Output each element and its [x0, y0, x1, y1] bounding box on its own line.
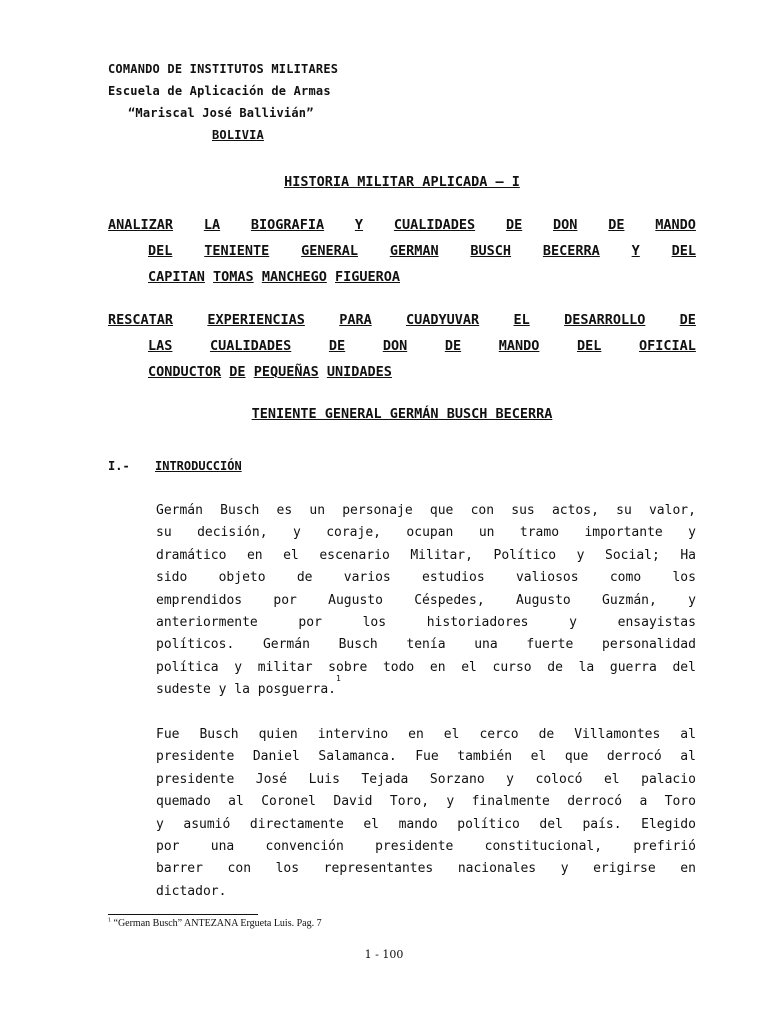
word: LA [203, 217, 221, 233]
word: DE [444, 338, 462, 354]
word: el [443, 727, 460, 742]
word: importante [584, 525, 663, 541]
word: dramático [156, 547, 227, 563]
word: RESCATAR [108, 312, 174, 328]
word: decisión, [197, 525, 268, 541]
word: escenario [319, 547, 390, 563]
word: y [506, 771, 514, 787]
page-number: 1 - 100 [364, 948, 404, 961]
footnote-text: “German Busch” ANTEZANA Ergueta Luis. Pag. 7 [113, 918, 322, 929]
word: DEL [148, 243, 173, 259]
section-heading [108, 459, 242, 473]
word: intervino [317, 727, 389, 742]
word: militar [257, 659, 313, 675]
word: los [672, 570, 696, 586]
word: BIOGRAFIA [250, 217, 325, 233]
word: DEL [671, 243, 696, 259]
word: Germán [262, 637, 310, 653]
word: GERMAN [389, 243, 439, 259]
word: BECERRA [542, 243, 600, 259]
paragraph-2-line [156, 881, 696, 903]
word: GENERAL [301, 243, 358, 259]
word: y [688, 592, 696, 608]
word: todo [382, 659, 415, 675]
word: anteriormente [156, 615, 258, 631]
word: estudios [422, 570, 485, 586]
word: como [609, 570, 642, 586]
word: quemado [156, 794, 211, 810]
word: Augusto [328, 592, 383, 608]
word: varios [343, 570, 391, 586]
paragraph-1-text: sudeste y la posguerra. [156, 682, 337, 698]
word: por [298, 615, 322, 631]
word: CAPITAN [148, 269, 205, 285]
word: actos, [551, 503, 599, 518]
word: y [292, 525, 301, 541]
word: presidente [156, 771, 235, 787]
word: presidente [156, 749, 235, 765]
word: DESARROLLO [564, 312, 646, 328]
word: DE [679, 312, 696, 328]
word: y [576, 547, 585, 563]
word: sobre [328, 659, 368, 675]
subject-title: TENIENTE GENERAL GERMÁN BUSCH BECERRA [251, 406, 553, 422]
word: MANDO [655, 217, 696, 233]
word: BUSCH [470, 243, 512, 259]
word: Villamontes [574, 727, 661, 742]
section-label: INTRODUCCIÓN [155, 459, 242, 473]
word: y [234, 659, 243, 675]
section-number: I.- [108, 459, 130, 473]
word: país. [582, 816, 622, 832]
word: Coronel [261, 794, 316, 810]
word: Busch [199, 727, 239, 742]
paragraph-2 [156, 724, 696, 903]
word: UNIDADES [326, 364, 392, 380]
word: PEQUEÑAS [253, 364, 319, 380]
word: que [564, 749, 589, 765]
word: y [688, 525, 696, 541]
word: cerco [479, 727, 519, 742]
word: PARA [339, 312, 372, 328]
word: al [228, 794, 244, 810]
footnote-divider [108, 914, 258, 915]
word: José [255, 771, 288, 787]
objective-1 [108, 212, 696, 290]
word: mando [398, 816, 438, 832]
word: OFICIAL [639, 338, 696, 354]
word: político [457, 816, 520, 832]
word: Daniel [252, 749, 300, 765]
word: convención [265, 839, 344, 855]
word: asumió [183, 816, 231, 832]
word: tenía [406, 637, 446, 653]
word: del [672, 659, 696, 675]
word: un [478, 525, 495, 541]
word: personaje [342, 503, 413, 518]
word: DON [553, 217, 578, 233]
objective-1-line [108, 212, 696, 238]
word: DE [505, 217, 523, 233]
word: una [210, 839, 235, 855]
word: representantes [323, 861, 434, 877]
school-name: Escuela de Aplicación de Armas [108, 84, 331, 98]
word: Y [631, 243, 640, 259]
word: Augusto [515, 592, 571, 608]
word: los [362, 615, 387, 631]
word: sido [156, 570, 188, 586]
school-patron: “Mariscal José Ballivián” [128, 106, 314, 120]
word: personalidad [602, 637, 696, 653]
word: en [246, 547, 263, 563]
word: una [474, 637, 498, 653]
word: guerra [609, 659, 657, 675]
paragraph-2-line [156, 814, 696, 836]
word: Fue [156, 727, 180, 742]
word: CUALIDADES [210, 338, 292, 354]
word: MANDO [498, 338, 540, 354]
paragraph-1-line [156, 522, 696, 544]
word: y [156, 816, 164, 832]
paragraph-2-line [156, 836, 696, 858]
paragraph-1-line [156, 657, 696, 679]
word: Toro [664, 794, 696, 810]
word: tramo [519, 525, 560, 541]
word: Toro, [389, 794, 430, 810]
word: MANCHEGO [261, 269, 327, 285]
word: CONDUCTOR [148, 364, 222, 380]
objective-2-line [108, 333, 696, 359]
word: prefirió [633, 839, 696, 855]
course-title: HISTORIA MILITAR APLICADA – I [284, 174, 520, 190]
word: en [408, 727, 424, 742]
word: ANALIZAR [108, 217, 174, 233]
word: EXPERIENCIAS [207, 312, 305, 328]
word: Político [493, 547, 557, 563]
word: de [547, 659, 563, 675]
paragraph-2-line [156, 858, 696, 880]
word: constitucional, [484, 839, 603, 855]
word: Fue [415, 749, 439, 765]
word: Tejada [361, 771, 409, 787]
word: un [309, 503, 326, 518]
word: en [680, 861, 696, 877]
objective-2-line [108, 359, 696, 385]
word: Social; [605, 547, 660, 563]
paragraph-1-last-line [156, 674, 696, 701]
word: es [276, 503, 293, 518]
word: presidente [375, 839, 454, 855]
word: Céspedes, [414, 592, 485, 608]
word: Salamanca. [318, 749, 397, 765]
word: también [457, 749, 513, 765]
word: el [363, 816, 380, 832]
word: y [446, 794, 455, 810]
word: de [296, 570, 313, 586]
word: CUADYUVAR [406, 312, 480, 328]
word: derrocó [567, 794, 623, 810]
word: CUALIDADES [393, 217, 476, 233]
objective-1-line [108, 264, 696, 290]
word: Ha [680, 547, 696, 563]
word: Busch [338, 637, 378, 653]
footnote [108, 918, 322, 929]
word: el [603, 771, 620, 787]
word: por [156, 839, 180, 855]
word: erigirse [593, 861, 656, 877]
word: finalmente [471, 794, 550, 810]
objective-2 [108, 307, 696, 385]
word: los [275, 861, 300, 877]
word: Sorzano [429, 771, 485, 787]
word: que [429, 503, 454, 518]
word: colocó [535, 771, 583, 787]
word: directamente [249, 816, 344, 832]
word: palacio [641, 771, 696, 787]
word: por [273, 592, 297, 608]
paragraph-1-line [156, 634, 696, 656]
word: en [429, 659, 446, 675]
word: valor, [648, 503, 696, 518]
paragraph-1-line [156, 567, 696, 589]
paragraph-2-line [156, 791, 696, 813]
paragraph-2-line [156, 769, 696, 791]
word: políticos. [156, 637, 235, 653]
word: el [283, 547, 299, 563]
word: Y [354, 217, 364, 233]
word: LAS [148, 338, 173, 354]
word: TENIENTE [204, 243, 270, 259]
word: nacionales [457, 861, 537, 877]
word: Guzmán, [602, 592, 657, 608]
word: con [470, 503, 495, 518]
footnote-marker: 1 [108, 917, 111, 924]
word: coraje, [326, 525, 381, 541]
word: valiosos [515, 570, 579, 586]
word: curso [492, 659, 532, 675]
word: DE [328, 338, 346, 354]
word: Busch [220, 503, 260, 518]
word: ensayistas [617, 615, 696, 631]
word: TOMAS [213, 269, 254, 285]
word: FIGUEROA [335, 269, 401, 285]
word: Germán [156, 503, 203, 518]
word: Elegido [641, 816, 696, 832]
word: el [461, 659, 477, 675]
paragraph-2-line [156, 746, 696, 768]
word: historiadores [426, 615, 529, 631]
word: a [639, 794, 648, 810]
word: fuerte [526, 637, 574, 653]
word: el [530, 749, 547, 765]
word: David [333, 794, 373, 810]
word: ocupan [406, 525, 454, 541]
word: política [156, 659, 219, 675]
objective-2-line [108, 307, 696, 333]
word: su [616, 503, 632, 518]
country-name: BOLIVIA [212, 128, 264, 142]
word: su [156, 525, 172, 541]
word: emprendidos [156, 592, 243, 608]
paragraph-1 [156, 500, 696, 702]
word: DE [608, 217, 625, 233]
word: DE [229, 364, 246, 380]
word: y [569, 615, 577, 631]
word: quien [258, 727, 298, 742]
word: la [578, 659, 595, 675]
word: derrocó [606, 749, 662, 765]
word: de [538, 727, 555, 742]
word: Militar, [410, 547, 473, 563]
word: sus [511, 503, 535, 518]
word: del [539, 816, 563, 832]
word: DON [382, 338, 408, 354]
word: dictador. [156, 883, 227, 899]
word: objeto [218, 570, 266, 586]
paragraph-1-line [156, 590, 696, 612]
paragraph-1-line [156, 545, 696, 567]
word: al [680, 727, 696, 742]
paragraph-1-line [156, 500, 696, 522]
word: EL [513, 312, 530, 328]
footnote-ref[interactable]: 1 [336, 674, 341, 684]
word: barrer [156, 861, 203, 877]
objective-1-line [108, 238, 696, 264]
word: al [680, 749, 696, 765]
institution-name: COMANDO DE INSTITUTOS MILITARES [108, 62, 339, 76]
paragraph-1-line [156, 612, 696, 634]
word: y [560, 861, 569, 877]
word: con [227, 861, 252, 877]
paragraph-2-line [156, 724, 696, 746]
word: DEL [576, 338, 602, 354]
word: Luis [308, 771, 340, 787]
